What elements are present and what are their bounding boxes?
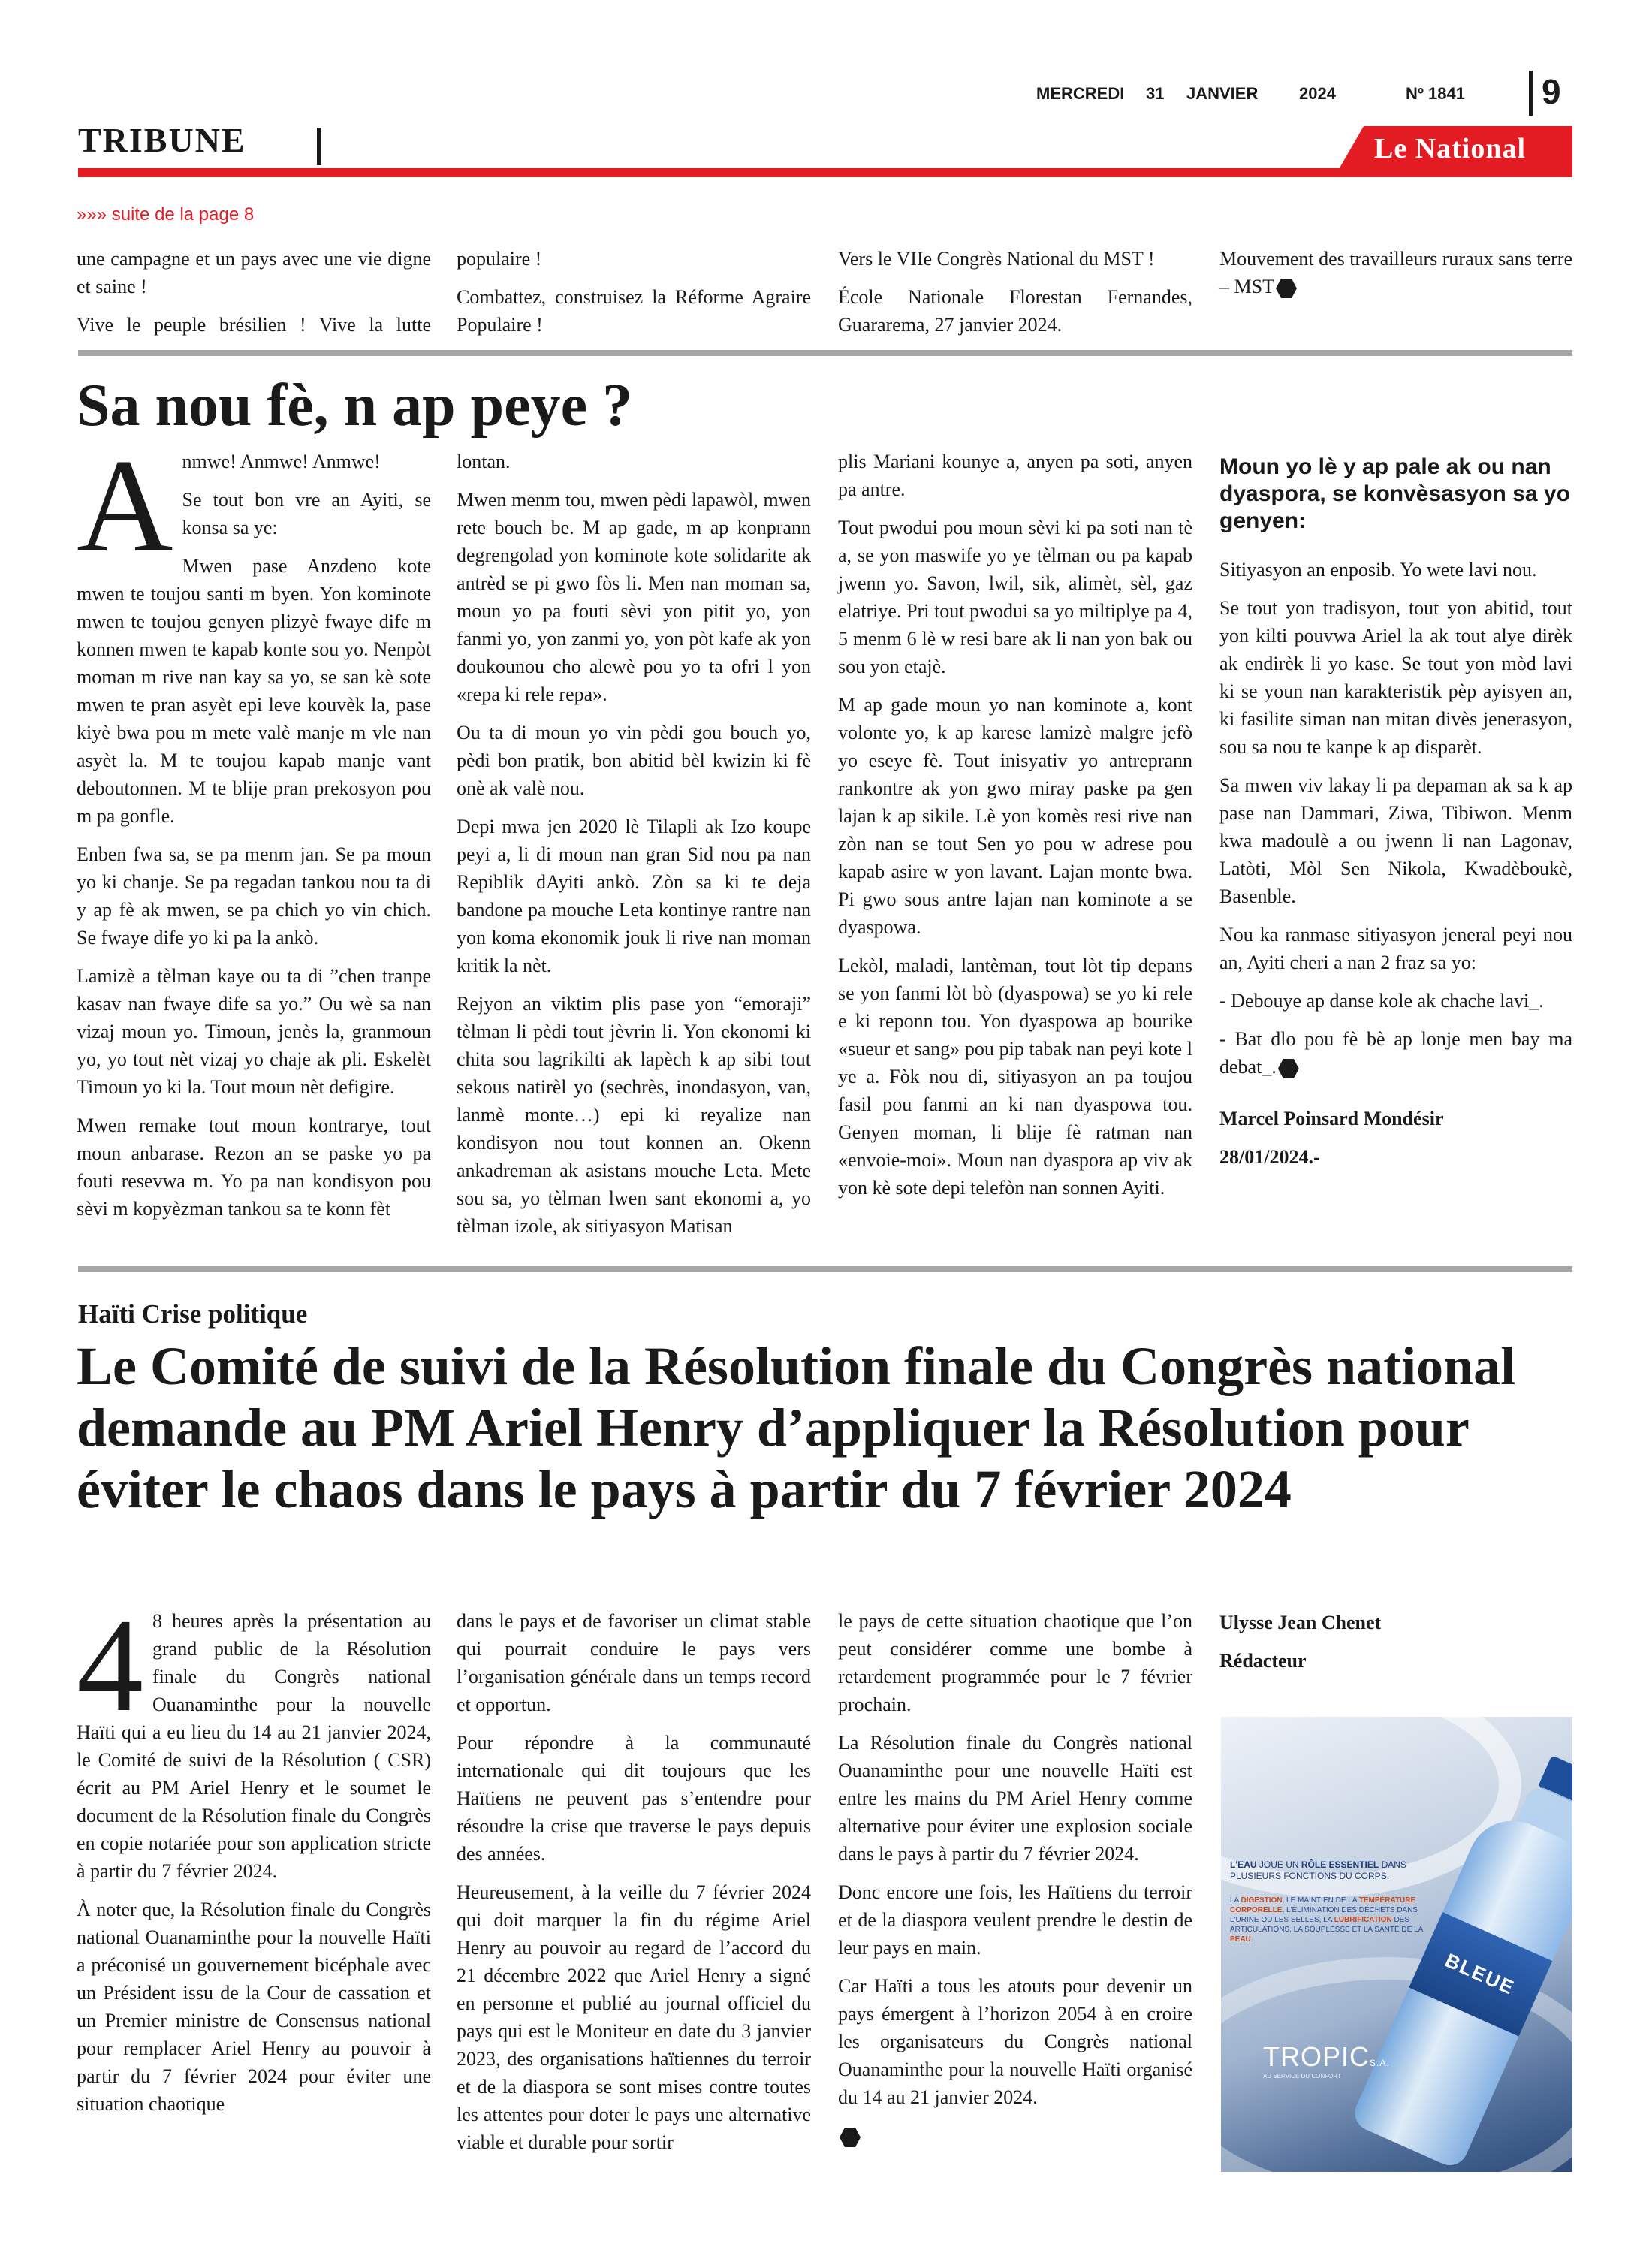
issue-year: 2024: [1299, 84, 1336, 103]
ad-text-span: .: [1250, 1935, 1253, 1944]
paragraph: [1219, 1025, 1572, 1081]
paragraph: Se tout bon vre an Ayiti, se konsa sa ye:: [182, 489, 431, 538]
strip-col-1: [77, 245, 431, 349]
article1-col-1: [77, 431, 431, 1233]
article1-title: Sa nou fè, n ap peye ?: [77, 372, 633, 439]
ad-text-span: JOUE UN: [1256, 1859, 1301, 1870]
ad-text-span: L'EAU: [1230, 1859, 1257, 1870]
paragraph: Mwen pase Anzdeno kote mwen te toujou santi m byen. Yon kominote mwen te toujou genyen plizyè fwaye dife m konnen mwen te kapab konte sou yo. Nenpòt moman m rive nan kay sa yo, se san kè sote mwen te pran asyèt epi leve kouvèk la, pase kiyè bwa pou m mete valè manje m vle nan asyèt la. M te toujou kapab manje vant deboutonnen. M te blije pran prekosyon pou m pa gonfle.: [77, 555, 431, 827]
paragraph-text: 8 heures après la présentation au grand public de la Résolution finale du Congrès national Ouanaminthe pour la nouvelle Haïti qui a eu lieu du 14 au 21 janvier 2024, le Comité de suivi de la Résolution ( CSR) écrit au PM Ariel Henry et le soumet le document de la Résolution finale du Congrès en copie notariée pour son application stricte à partir du 7 février 2024.: [77, 1610, 431, 1882]
paragraph: M ap gade moun yo nan kominote a, kont volonte yo, k ap karese lamizè malgre jefò yo eseye fè. Tout inisyativ yo antreprann rankontre ak yon gwo miray paske pa gen lajan k ap sikile. Lè yon komès resi rive nan zòn nan se tout Sen yo pou w adrese pou kapab asire w yon lavant. Lajan monte bwa. Pi gwo sous antre lajan nan kominote a se dyaspowa.: [838, 694, 1192, 938]
ad-subtext: [1230, 1896, 1433, 1944]
paragraph: Heureusement, à la veille du 7 février 2024 qui doit marquer la fin du régime Ariel Henry au pouvoir au regard de l’accord du 21 décembre 2022 que Ariel Henry a signé en personne et publié au journal officiel du pays qui est le Moniteur en date du 3 janvier 2023, des organisations haïtiennes du terroir et de la diaspora se sont mises contre toutes les attentes pour doter le pays une alternative viable et durable pour sortir: [457, 1881, 811, 2153]
article1-col-4: [1219, 454, 1572, 1181]
paragraph: populaire !: [457, 248, 542, 270]
article2-kicker: Haïti Crise politique: [78, 1299, 308, 1329]
paragraph: [838, 2122, 1192, 2149]
paragraph: Enben fwa sa, se pa menm jan. Se pa moun yo ki chanje. Se pa regadan tankou nou ta di y ap fè ak mwen, se pa chich yo vin chich. Se fwaye dife yo ki pa la ankò.: [77, 843, 431, 949]
ad-text-span: LUBRIFICATION: [1334, 1916, 1392, 1924]
strip-col-3: [838, 245, 1192, 349]
article2-title: Le Comité de suivi de la Résolution finale du Congrès national demande au PM Ariel Henry d’appliquer la Résolution pour éviter le chaos dans le pays à partir du 7 février 2024: [77, 1336, 1516, 1519]
article-date: 28/01/2024.-: [1219, 1146, 1320, 1168]
paragraph-text: - Bat dlo pou fè bè ap lonje men bay ma debat_.: [1219, 1028, 1572, 1078]
paragraph: Car Haïti a tous les atouts pour devenir un pays émergent à l’horizon 2054 à en croire les organisateurs du Congrès national Ouanaminthe pour la nouvelle Haïti organisé du 14 au 21 janvier 2024.: [838, 1975, 1192, 2108]
section-title: TRIBUNE: [78, 121, 246, 159]
bottle-label-text: BLEUE: [1442, 1948, 1518, 2000]
ad-text-span: LA: [1230, 1896, 1241, 1905]
paragraph: Vive le peuple brésilien ! Vive la lutte: [77, 314, 431, 336]
ad-text-span: DIGESTION: [1241, 1896, 1283, 1905]
paragraph: Mwen remake tout moun kontrarye, tout moun anbarase. Rezon an se paske yo pa fouti resevwa m. Yo pa nan kondisyon pou sèvi m kopyèzman tankou sa te konn fèt: [77, 1114, 431, 1220]
paragraph: Tout pwodui pou moun sèvi ki pa soti nan tè a, se yon maswife yo ye tèlman ou pa kapab jwenn yo. Savon, lwil, sik, alimèt, sèl, gaz elatriye. Pri tout pwodui sa yo miltiplye pa 4, 5 menm 6 lè w resi bare ak li nan yon bak ou sou yon etajè.: [838, 517, 1192, 677]
article2-col-1: [77, 1591, 431, 2128]
ad-text-span: TEMPÉRATURE CORPORELLE: [1230, 1896, 1416, 1914]
paragraph: La Résolution finale du Congrès national Ouanaminthe pour une nouvelle Haïti est entre les mains du PM Ariel Henry comme alternative pour éviter une explosion sociale dans le pays à partir du 7 février 2024.: [838, 1732, 1192, 1865]
paragraph: Depi mwa jen 2020 lè Tilapli ak Izo koupe peyi a, li di moun nan gran Sid nou pa nan Repiblik dAyiti ankò. Zòn sa ki te deja bandone pa mouche Leta kontinye rantre nan yon koma ekonomik jouk li rive nan moman kritik la nèt.: [457, 816, 811, 976]
paragraph: Pour répondre à la communauté internationale qui dit toujours que les Haïtiens ne peuvent pas s’entendre pour résoudre la crise que traverse le pays depuis des années.: [457, 1732, 811, 1865]
ad-text-span: , L'ÉLIMINATION DES DÉCHETS DANS L'URINE OU LES SELLES, LA: [1230, 1906, 1418, 1924]
issue-number: Nº 1841: [1406, 84, 1465, 103]
section-rule: [78, 350, 1572, 356]
paragraph: Sa mwen viv lakay li pa depaman ak sa k ap pase nan Dammari, Ziwa, Tibiwon. Menm kwa madoulè a ou jwenn li nan Lagonav, Latòti, Mòl Sen Nikola, Kwadèboukè, Basenble.: [1219, 774, 1572, 907]
issue-day: MERCREDI: [1036, 84, 1125, 103]
ad-headline: [1230, 1859, 1455, 1882]
end-mark-hexagon-icon: [840, 2128, 861, 2147]
paragraph: Lamizè a tèlman kaye ou ta di ”chen tranpe kasav nan fwaye dife sa yo.” Ou wè sa nan vizaj moun yo. Timoun, jenès la, granmoun yo, yo tout nèt vizaj yo chaje ak pli. Eskelèt Timoun yo ki la. Tout moun nèt defigire.: [77, 965, 431, 1098]
paragraph: plis Mariani kounye a, anyen pa soti, anyen pa antre.: [838, 451, 1192, 500]
article1-col-3: [838, 448, 1192, 1212]
paragraph: le pays de cette situation chaotique que l’on peut considérer comme une bombe à retardement programmée pour le 7 février prochain.: [838, 1610, 1192, 1715]
paragraph: [77, 1591, 431, 1885]
article2-col-2: [457, 1607, 811, 2167]
issue-date-num: 31: [1146, 84, 1165, 103]
water-advertisement[interactable]: [1221, 1717, 1572, 2172]
page-number: 9: [1529, 71, 1561, 116]
ad-slogan: AU SERVICE DU CONFORT: [1263, 2073, 1341, 2080]
paragraph: Lekòl, maladi, lantèman, tout lòt tip depans se yon fanmi lòt bò (dyaspowa) se yo ki rele e ki reponn tou. Yon dyaspowa ap bourike «sueur et sang» pou pip tabak nan peyi kote l ye a. Fòk nou di, sitiyasyon an pa toujou fasil pou fanmi an ki nan dyaspowa tou. Genyen moman, li blije fè ratman nan «envoie-moi». Moun nan dyaspora ap viv ak yon kè sote depi telefòn nan sonnen Ayiti.: [838, 955, 1192, 1199]
paragraph: Combattez, construisez la Réforme Agraire Populaire !: [457, 286, 811, 336]
issue-meta: [1036, 84, 1517, 111]
section-rule: [78, 1266, 1572, 1272]
paragraph: lontan.: [457, 451, 511, 472]
section-divider: [317, 128, 321, 165]
logo-text: TROPIC: [1263, 2041, 1370, 2072]
ad-text-span: PEAU: [1230, 1935, 1251, 1944]
article1-col-2: [457, 448, 811, 1250]
article2-byline: [1219, 1609, 1572, 1685]
sidebar-heading: Moun yo lè y ap pale ak ou nan dyaspora, se konvèsasyon sa yo genyen:: [1219, 454, 1570, 533]
author-name: Marcel Poinsard Mondésir: [1219, 1108, 1444, 1130]
tropic-logo: [1263, 2041, 1390, 2073]
paragraph: Vers le VIIe Congrès National du MST !: [838, 248, 1155, 270]
strip-col-4: [1219, 245, 1572, 311]
paragraph: Se tout yon tradisyon, tout yon abitid, tout yon kilti pouvwa Ariel la ak tout alye dirèk ak endirèk li yo kase. Se tout yon mòd lavi ki se youn nan karakteristik pèp ayisyen an, ki fasilite siman nan mitan divès jenerasyon, sou sa nou te kanpe k ap disparèt.: [1219, 597, 1572, 758]
logo-suffix: S.A.: [1370, 2058, 1390, 2068]
drop-cap: A: [77, 431, 173, 580]
end-mark-hexagon-icon: [1278, 1059, 1299, 1078]
paragraph: Nou ka ranmase sitiyasyon jeneral peyi nou an, Ayiti cheri a nan 2 fraz sa yo:: [1219, 924, 1572, 973]
paragraph: [1219, 245, 1572, 300]
paragraph-text: Mouvement des travailleurs ruraux sans terre – MST: [1219, 248, 1573, 297]
paragraph: Mwen menm tou, mwen pèdi lapawòl, mwen rete bouch be. M ap gade, m ap konprann degrengolad yon kominote kote solidarite ak antrèd se pi gwo fòs li. Men nan moman sa, moun yo pa fouti sèvi yon pitit yo, yon fanmi yo, yon zanmi yo, yon pòt kafe ak yon doukounou cho alewè pou yo ta ofri l yon «repa ki rele repa».: [457, 489, 811, 705]
issue-month: JANVIER: [1186, 84, 1259, 103]
author-name: Ulysse Jean Chenet: [1219, 1612, 1382, 1633]
paragraph: une campagne et un pays avec une vie digne et saine !: [77, 248, 431, 297]
paragraph: Rejyon an viktim plis pase yon “emoraji” tèlman li pèdi tout jèvrin li. Yon ekonomi ki chita sou lagrikilti ak lapèch k ap sibi tout sekous natirèl yo (sechrès, inondasyon, van, lanmè monte…) epi ki reyalize nan kondisyon nou tout konnen an. Okenn ankadreman ak asistans mouche Leta. Mete sou sa, yo tèlman lwen sant ekonomi a, yo tèlman izole, ak sitiyasyon Matisan: [457, 993, 811, 1237]
article2-col-3: [838, 1607, 1192, 2160]
ad-text-span: DES ARTICULATIONS, LA SOUPLESSE ET LA SANTÉ DE LA: [1230, 1916, 1423, 1934]
paragraph: Ou ta di moun yo vin pèdi gou bouch yo, pèdi bon pratik, bon abitid bèl kwizin ki fè onè ak valè nou.: [457, 722, 811, 799]
brand-name: Le National: [1374, 133, 1527, 164]
ad-text-span: RÔLE ESSENTIEL: [1301, 1859, 1379, 1870]
ad-text-span: , LE MAINTIEN DE LA: [1282, 1896, 1359, 1905]
paragraph: - Debouye ap danse kole ak chache lavi_.: [1219, 990, 1544, 1012]
paragraph: À noter que, la Résolution finale du Congrès national Ouanaminthe pour la nouvelle Haïti a préconisé un gouvernement bicéphale avec un Président issu de la Cour de cassation et un Premier ministre de Consensus national pour remplacer Ariel Henry au pouvoir à partir du 7 février 2024 pour éviter une situation chaotique: [77, 1899, 431, 2115]
paragraph: Sitiyasyon an enposib. Yo wete lavi nou.: [1219, 559, 1537, 581]
paragraph-text: nmwe! Anmwe! Anmwe!: [182, 451, 381, 472]
strip-col-2: [457, 245, 811, 349]
continued-from: »»» suite de la page 8: [77, 204, 255, 225]
paragraph: École Nationale Florestan Fernandes, Guararema, 27 janvier 2024.: [838, 286, 1192, 336]
paragraph: dans le pays et de favoriser un climat stable qui pourrait conduire le pays vers l’organisation générale dans un temps record et opportun.: [457, 1610, 811, 1715]
ad-text-span: DANS PLUSIEURS FONCTIONS DU CORPS.: [1230, 1859, 1406, 1881]
author-role: Rédacteur: [1219, 1650, 1307, 1672]
end-mark-hexagon-icon: [1276, 279, 1297, 298]
drop-cap: 4: [77, 1591, 143, 1739]
paragraph: Donc encore une fois, les Haïtiens du terroir et de la diaspora veulent prendre le destin de leur pays en main.: [838, 1881, 1192, 1959]
